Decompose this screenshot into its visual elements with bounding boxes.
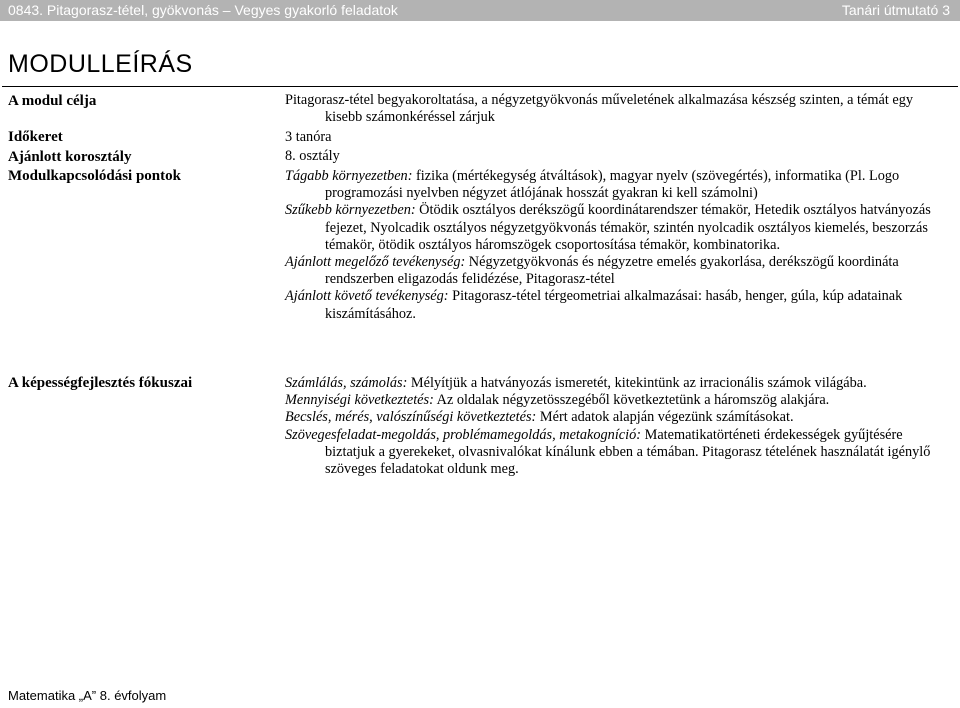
body-megelozo: Négyzetgyökvonás és négyzetre emelés gyakorlása, derékszögű koordináta rendszerben eligazodás felidézése, Pitagorasz-tétel <box>325 254 899 288</box>
kepesseg-mennyisegi <box>285 392 953 409</box>
body-szukebb: Ötödik osztályos derékszögű koordinátarendszer témakör, Hetedik osztályos hatványozás fejezet, Nyolcadik osztályos négyzetgyökvonás témakör, szintén nyolcadik osztályos kiemelés, beszorzás témakör, ötödik osztályos háromszögek csoportosítása témakör, kombinatorika. <box>325 202 931 253</box>
label-modul-celja: A modul célja <box>8 93 97 109</box>
lead-szukebb: Szűkebb környezetben: <box>285 202 416 219</box>
lead-tagabb: Tágabb környezetben: <box>285 168 413 184</box>
header-title: 0843. Pitagorasz-tétel, gyökvonás – Vegyes gyakorló feladatok <box>8 2 398 18</box>
page-footer: Matematika „A” 8. évfolyam <box>8 688 167 703</box>
lead-becsles: Becslés, mérés, valószínűségi következtetés: <box>285 409 537 426</box>
kapcsolodas-koveto <box>285 288 953 322</box>
text-modul-celja: Pitagorasz-tétel begyakoroltatása, a négyzetgyökvonás műveletének alkalmazása készség szinten, a témát egy kisebb számonkéréssel zárjuk <box>285 92 914 126</box>
content-modulkapcsolodas <box>285 168 953 323</box>
table-divider <box>2 86 958 87</box>
label-korosztaly: Ajánlott korosztály <box>8 149 132 165</box>
kapcsolodas-megelozo <box>285 254 953 288</box>
content-modul-celja <box>285 92 953 126</box>
label-idokeret: Időkeret <box>8 129 63 145</box>
content-kepessegfejlesztes <box>285 375 953 478</box>
header-page-info: Tanári útmutató 3 <box>841 2 950 18</box>
lead-koveto: Ajánlott követő tevékenység: <box>285 288 449 305</box>
lead-szamlalas: Számlálás, számolás: <box>285 375 408 391</box>
content-idokeret <box>285 129 953 146</box>
label-modulkapcsolodas: Modulkapcsolódási pontok <box>8 168 181 184</box>
text-idokeret: 3 tanóra <box>285 129 332 145</box>
label-kepessegfejlesztes: A képességfejlesztés fókuszai <box>8 375 193 391</box>
lead-szoveges: Szövegesfeladat-megoldás, problémamegoldás, metakogníció: <box>285 426 642 443</box>
body-szoveges: Matematikatörténeti érdekességek gyűjtésére biztatjuk a gyerekeket, olvasnivalókat kínálunk ebben a témában. Pitagorasz tételének használatát igénylő szöveges feladatokat oldunk meg. <box>325 426 931 478</box>
body-koveto: Pitagorasz-tétel térgeometriai alkalmazásai: hasáb, henger, gúla, kúp adatainak kiszámításához. <box>325 288 903 322</box>
body-szamlalas: Mélyítjük a hatványozás ismeretét, kitekintünk az irracionális számok világába. <box>407 375 867 391</box>
lead-mennyisegi: Mennyiségi következtetés: <box>285 392 434 409</box>
body-mennyisegi: Az oldalak négyzetösszegéből következtetünk a háromszög alakjára. <box>433 392 830 409</box>
body-tagabb: fizika (mértékegység átváltások), magyar nyelv (szövegértés), informatika (Pl. Logo programozási nyelvben négyzet átlójának hosszát gyakran ki kell számolni) <box>325 168 900 202</box>
lead-megelozo: Ajánlott megelőző tevékenység: <box>285 254 466 271</box>
kepesseg-szoveges <box>285 427 953 479</box>
kepesseg-becsles <box>285 409 953 426</box>
running-header <box>0 0 960 21</box>
page-title: MODULLEÍRÁS <box>8 50 193 78</box>
content-korosztaly <box>285 148 953 165</box>
kepesseg-szamlalas <box>285 375 953 392</box>
body-becsles: Mért adatok alapján végezünk számításokat. <box>536 409 794 426</box>
text-korosztaly: 8. osztály <box>285 148 340 164</box>
kapcsolodas-szukebb <box>285 202 953 254</box>
kapcsolodas-tagabb <box>285 168 953 202</box>
